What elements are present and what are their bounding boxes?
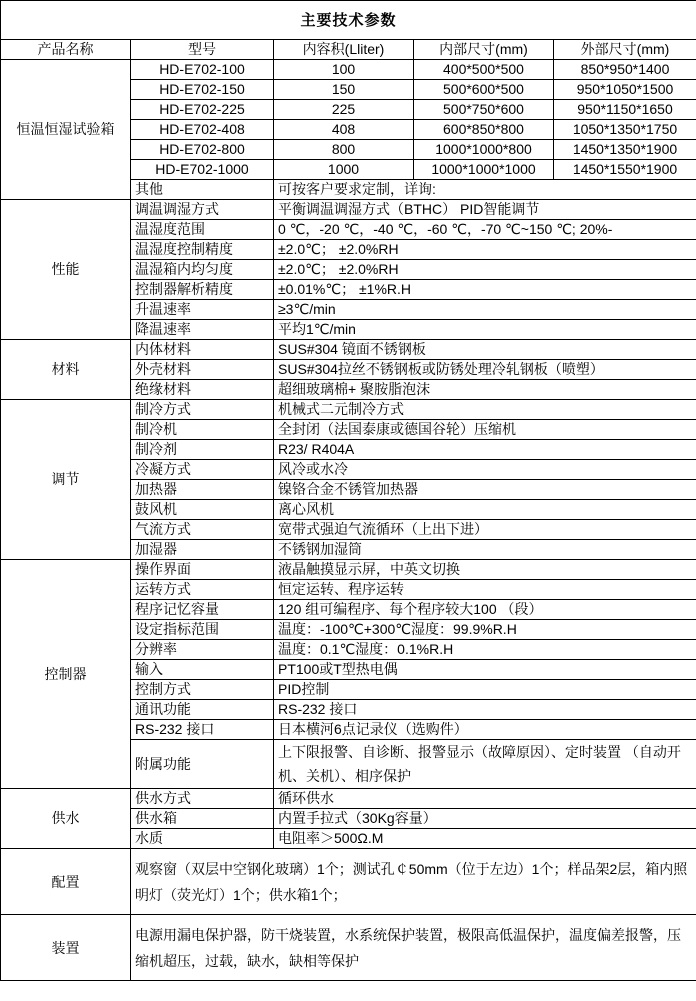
spec-label-cell: 加热器 — [131, 480, 274, 500]
spec-value-cell: 内置手拉式（30Kg容量） — [274, 809, 696, 829]
spec-label-cell: 温湿度范围 — [131, 220, 274, 240]
spec-value-cell: 恒定运转、程序运转 — [274, 580, 696, 600]
spec-value-cell: 不锈钢加湿筒 — [274, 540, 696, 560]
section-device: 装置 — [1, 915, 131, 981]
spec-label-cell: 附属功能 — [131, 740, 274, 789]
outer-size-cell: 1450*1350*1900 — [554, 140, 696, 160]
spec-label-cell: 程序记忆容量 — [131, 600, 274, 620]
spec-value-cell: 机械式二元制冷方式 — [274, 400, 696, 420]
spec-value-cell: ≥3℃/min — [274, 300, 696, 320]
spec-label-cell: 制冷机 — [131, 420, 274, 440]
col-header-product-name: 产品名称 — [1, 40, 131, 60]
model-cell: HD-E702-225 — [131, 100, 274, 120]
model-cell: HD-E702-150 — [131, 80, 274, 100]
spec-label-cell: 控制器解析精度 — [131, 280, 274, 300]
spec-label-cell: 分辨率 — [131, 640, 274, 660]
spec-label-cell: 降温速率 — [131, 320, 274, 340]
volume-cell: 408 — [274, 120, 414, 140]
spec-value-cell: ±2.0℃； ±2.0%RH — [274, 260, 696, 280]
spec-value-cell: 超细玻璃棉+ 聚胺脂泡沫 — [274, 380, 696, 400]
spec-value-cell: 宽带式强迫气流循环（上出下进） — [274, 520, 696, 540]
outer-size-cell: 1050*1350*1750 — [554, 120, 696, 140]
spec-label-cell: 温湿箱内均匀度 — [131, 260, 274, 280]
spec-row — [1, 400, 696, 420]
spec-value-cell: 液晶触摸显示屏，中英文切换 — [274, 560, 696, 580]
spec-label-cell: 输入 — [131, 660, 274, 680]
spec-value-cell: 温度：0.1℃湿度：0.1%R.H — [274, 640, 696, 660]
spec-value-cell: 全封闭（法国泰康或德国谷轮）压缩机 — [274, 420, 696, 440]
spec-label-cell: 调温调湿方式 — [131, 200, 274, 220]
spec-label-cell: 鼓风机 — [131, 500, 274, 520]
spec-value-cell: 循环供水 — [274, 789, 696, 809]
other-value-cell: 可按客户要求定制，详询: — [274, 180, 696, 200]
spec-value-cell: 日本横河6点记录仪（选购件） — [274, 720, 696, 740]
volume-cell: 225 — [274, 100, 414, 120]
other-label-cell: 其他 — [131, 180, 274, 200]
spec-value-cell: ±0.01%℃； ±1%R.H — [274, 280, 696, 300]
spec-value-cell: 120 组可编程序、每个程序较大100 （段） — [274, 600, 696, 620]
section-performance: 性能 — [1, 200, 131, 340]
col-header-outer-size: 外部尺寸(mm) — [554, 40, 696, 60]
spec-value-cell: R23/ R404A — [274, 440, 696, 460]
spec-label-cell: 温湿度控制精度 — [131, 240, 274, 260]
col-header-model: 型号 — [131, 40, 274, 60]
spec-value-cell: PT100或T型热电偶 — [274, 660, 696, 680]
spec-label-cell: 水质 — [131, 829, 274, 849]
spec-label-cell: 操作界面 — [131, 560, 274, 580]
section-water-supply: 供水 — [1, 789, 131, 849]
spec-value-cell: 0 ℃，-20 ℃，-40 ℃，-60 ℃，-70 ℃~150 ℃; 20%- — [274, 220, 696, 240]
spec-label-cell: 内体材料 — [131, 340, 274, 360]
inner-size-cell: 1000*1000*800 — [414, 140, 554, 160]
spec-value-cell: SUS#304 镜面不锈钢板 — [274, 340, 696, 360]
spec-label-cell: 控制方式 — [131, 680, 274, 700]
spec-label-cell: 制冷剂 — [131, 440, 274, 460]
configuration-text-cell: 观察窗（双层中空钢化玻璃）1个；测试孔￠50mm（位于左边）1个；样品架2层，箱内照明灯（荧光灯）1个；供水箱1个； — [131, 849, 696, 915]
spec-label-cell: 加湿器 — [131, 540, 274, 560]
spec-value-cell: 电阻率＞500Ω.M — [274, 829, 696, 849]
section-material: 材料 — [1, 340, 131, 400]
inner-size-cell: 1000*1000*1000 — [414, 160, 554, 180]
spec-label-cell: 升温速率 — [131, 300, 274, 320]
spec-row — [1, 560, 696, 580]
page-title: 主要技术参数 — [1, 1, 696, 40]
volume-cell: 150 — [274, 80, 414, 100]
col-header-volume: 内容积(Lliter) — [274, 40, 414, 60]
title-row — [1, 1, 696, 40]
inner-size-cell: 500*600*500 — [414, 80, 554, 100]
volume-cell: 800 — [274, 140, 414, 160]
volume-cell: 1000 — [274, 160, 414, 180]
col-header-inner-size: 内部尺寸(mm) — [414, 40, 554, 60]
device-row — [1, 915, 696, 981]
inner-size-cell: 400*500*500 — [414, 60, 554, 80]
model-row — [1, 60, 696, 80]
spec-label-cell: 外壳材料 — [131, 360, 274, 380]
inner-size-cell: 500*750*600 — [414, 100, 554, 120]
model-cell: HD-E702-100 — [131, 60, 274, 80]
spec-row — [1, 789, 696, 809]
spec-value-cell: 风冷或水冷 — [274, 460, 696, 480]
spec-value-cell: PID控制 — [274, 680, 696, 700]
spec-value-cell: 离心风机 — [274, 500, 696, 520]
product-name-cell: 恒温恒湿试验箱 — [1, 60, 131, 200]
spec-label-cell: RS-232 接口 — [131, 720, 274, 740]
configuration-row — [1, 849, 696, 915]
header-row — [1, 40, 696, 60]
spec-value-cell: SUS#304拉丝不锈钢板或防锈处理冷轧钢板（喷塑） — [274, 360, 696, 380]
spec-label-cell: 绝缘材料 — [131, 380, 274, 400]
model-cell: HD-E702-1000 — [131, 160, 274, 180]
spec-row — [1, 200, 696, 220]
spec-value-cell: ±2.0℃； ±2.0%RH — [274, 240, 696, 260]
spec-value-cell: 平均1℃/min — [274, 320, 696, 340]
spec-value-cell: 镍铬合金不锈管加热器 — [274, 480, 696, 500]
spec-value-cell: 上下限报警、自诊断、报警显示（故障原因）、定时装置 （自动开机、关机）、相序保护 — [274, 740, 696, 789]
spec-label-cell: 通讯功能 — [131, 700, 274, 720]
outer-size-cell: 950*1050*1500 — [554, 80, 696, 100]
device-text-cell: 电源用漏电保护器，防干烧装置，水系统保护装置，极限高低温保护，温度偏差报警，压缩机超压，过载，缺水，缺相等保护 — [131, 915, 696, 981]
spec-label-cell: 冷凝方式 — [131, 460, 274, 480]
inner-size-cell: 600*850*800 — [414, 120, 554, 140]
outer-size-cell: 1450*1550*1900 — [554, 160, 696, 180]
section-configuration: 配置 — [1, 849, 131, 915]
model-cell: HD-E702-800 — [131, 140, 274, 160]
outer-size-cell: 850*950*1400 — [554, 60, 696, 80]
model-cell: HD-E702-408 — [131, 120, 274, 140]
spec-row — [1, 340, 696, 360]
spec-label-cell: 设定指标范围 — [131, 620, 274, 640]
spec-label-cell: 运转方式 — [131, 580, 274, 600]
outer-size-cell: 950*1150*1650 — [554, 100, 696, 120]
spec-value-cell: RS-232 接口 — [274, 700, 696, 720]
spec-label-cell: 气流方式 — [131, 520, 274, 540]
section-controller: 控制器 — [1, 560, 131, 789]
spec-value-cell: 温度：-100℃+300℃湿度：99.9%R.H — [274, 620, 696, 640]
spec-label-cell: 供水方式 — [131, 789, 274, 809]
spec-label-cell: 供水箱 — [131, 809, 274, 829]
section-regulation: 调节 — [1, 400, 131, 560]
spec-value-cell: 平衡调温调湿方式（BTHC） PID智能调节 — [274, 200, 696, 220]
volume-cell: 100 — [274, 60, 414, 80]
spec-label-cell: 制冷方式 — [131, 400, 274, 420]
